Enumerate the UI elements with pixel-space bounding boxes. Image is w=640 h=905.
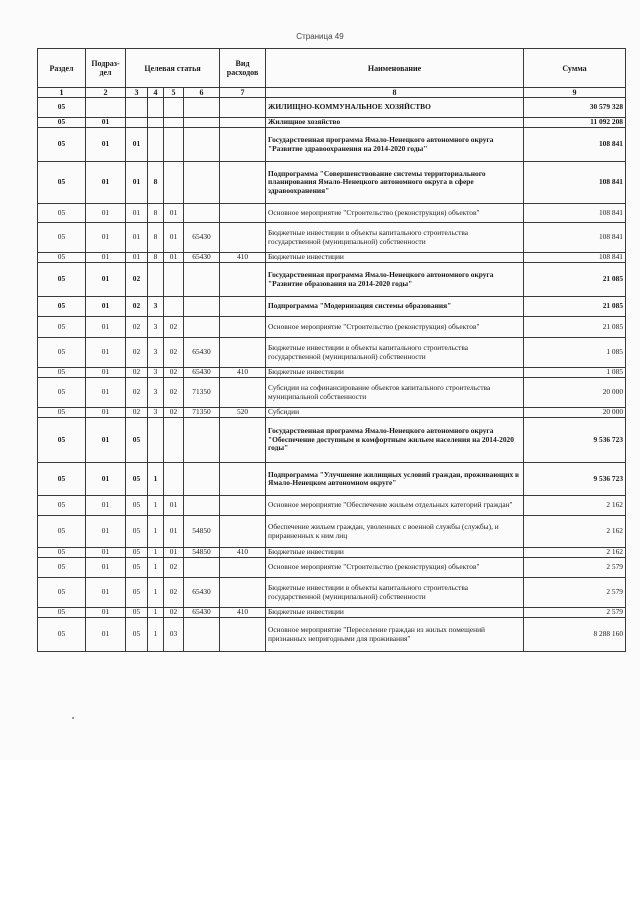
- cell-podrazdel: 01: [86, 338, 126, 368]
- cell-sum: 2 162: [524, 496, 626, 516]
- table-row: [38, 463, 626, 496]
- cell-vid: 410: [220, 608, 266, 618]
- cell-razdel: 05: [38, 558, 86, 578]
- cell-vid: [220, 418, 266, 463]
- table-row: [38, 548, 626, 558]
- cell-razdel: 05: [38, 263, 86, 297]
- cell-cs3: 02: [164, 578, 184, 608]
- col-number: 5: [164, 88, 184, 98]
- table-header-row: [38, 49, 626, 88]
- cell-vid: [220, 162, 266, 204]
- cell-cs1: 02: [126, 317, 148, 338]
- table-row: [38, 578, 626, 608]
- cell-name: Бюджетные инвестиции: [266, 368, 524, 378]
- cell-podrazdel: 01: [86, 297, 126, 317]
- cell-podrazdel: 01: [86, 263, 126, 297]
- cell-sum: 8 288 160: [524, 618, 626, 652]
- cell-podrazdel: 01: [86, 368, 126, 378]
- cell-cs3: 02: [164, 338, 184, 368]
- cell-podrazdel: 01: [86, 418, 126, 463]
- cell-name: Основное мероприятие "Обеспечение жильем отдельных категорий граждан": [266, 496, 524, 516]
- cell-podrazdel: 01: [86, 558, 126, 578]
- cell-name: Государственная программа Ямало-Ненецкого автономного округа "Обеспечение доступным и комфортным жильем населения на 2014-2020 годы": [266, 418, 524, 463]
- cell-cs2: 1: [148, 548, 164, 558]
- scan-speck: [72, 717, 74, 719]
- cell-sum: 9 536 723: [524, 463, 626, 496]
- cell-sum: 2 162: [524, 516, 626, 548]
- cell-name: Основное мероприятие "Строительство (реконструкция) объектов": [266, 317, 524, 338]
- cell-razdel: 05: [38, 368, 86, 378]
- col-number: 7: [220, 88, 266, 98]
- cell-cs1: 02: [126, 378, 148, 408]
- cell-sum: 20 000: [524, 378, 626, 408]
- cell-sum: 108 841: [524, 223, 626, 253]
- cell-cs4: 71350: [184, 378, 220, 408]
- cell-cs1: 05: [126, 618, 148, 652]
- cell-vid: [220, 263, 266, 297]
- cell-cs2: 1: [148, 608, 164, 618]
- table-row: [38, 128, 626, 162]
- cell-cs3: 02: [164, 608, 184, 618]
- cell-podrazdel: 01: [86, 223, 126, 253]
- table-row: [38, 516, 626, 548]
- col-number: 4: [148, 88, 164, 98]
- table-row: [38, 558, 626, 578]
- cell-sum: 21 085: [524, 297, 626, 317]
- cell-vid: [220, 463, 266, 496]
- cell-razdel: 05: [38, 608, 86, 618]
- cell-cs1: [126, 118, 148, 128]
- cell-cs3: 01: [164, 516, 184, 548]
- cell-vid: 410: [220, 548, 266, 558]
- cell-podrazdel: 01: [86, 408, 126, 418]
- cell-cs4: [184, 118, 220, 128]
- cell-cs2: 3: [148, 317, 164, 338]
- cell-cs3: [164, 463, 184, 496]
- header-podrazdel: Подраз-дел: [86, 49, 126, 88]
- cell-cs1: 01: [126, 162, 148, 204]
- cell-vid: [220, 204, 266, 223]
- cell-cs2: 1: [148, 558, 164, 578]
- table-row: [38, 408, 626, 418]
- cell-cs4: 54850: [184, 516, 220, 548]
- cell-cs2: 3: [148, 338, 164, 368]
- cell-cs2: 3: [148, 408, 164, 418]
- cell-cs3: [164, 128, 184, 162]
- cell-podrazdel: 01: [86, 128, 126, 162]
- cell-cs3: 02: [164, 408, 184, 418]
- col-number: 8: [266, 88, 524, 98]
- cell-razdel: 05: [38, 516, 86, 548]
- cell-name: Бюджетные инвестиции в объекты капитального строительства государственной (муниципальной) собственности: [266, 223, 524, 253]
- cell-razdel: 05: [38, 408, 86, 418]
- cell-cs3: [164, 98, 184, 118]
- cell-vid: [220, 98, 266, 118]
- cell-cs1: 01: [126, 253, 148, 263]
- cell-name: Субсидии: [266, 408, 524, 418]
- cell-vid: [220, 578, 266, 608]
- cell-cs1: 01: [126, 223, 148, 253]
- cell-sum: 2 579: [524, 578, 626, 608]
- cell-name: Основное мероприятие "Строительство (реконструкция) объектов": [266, 558, 524, 578]
- table-row: [38, 204, 626, 223]
- cell-cs3: 03: [164, 618, 184, 652]
- cell-name: Бюджетные инвестиции: [266, 608, 524, 618]
- table-row: [38, 418, 626, 463]
- cell-name: Бюджетные инвестиции в объекты капитального строительства государственной (муниципальной) собственности: [266, 578, 524, 608]
- cell-cs1: 05: [126, 608, 148, 618]
- cell-sum: 21 085: [524, 317, 626, 338]
- cell-cs2: 1: [148, 516, 164, 548]
- cell-sum: 20 000: [524, 408, 626, 418]
- table-row: [38, 378, 626, 408]
- table-row: [38, 297, 626, 317]
- cell-cs4: [184, 128, 220, 162]
- cell-name: Подпрограмма "Улучшение жилищных условий граждан, проживающих в Ямало-Ненецком автономном округе": [266, 463, 524, 496]
- cell-cs4: [184, 297, 220, 317]
- cell-cs1: 05: [126, 496, 148, 516]
- cell-razdel: 05: [38, 118, 86, 128]
- cell-cs4: [184, 263, 220, 297]
- cell-vid: [220, 317, 266, 338]
- cell-cs4: 71350: [184, 408, 220, 418]
- cell-vid: 410: [220, 368, 266, 378]
- cell-name: Основное мероприятие "Строительство (реконструкция) объектов": [266, 204, 524, 223]
- cell-podrazdel: 01: [86, 608, 126, 618]
- cell-sum: 2 579: [524, 558, 626, 578]
- cell-sum: 108 841: [524, 204, 626, 223]
- cell-name: Государственная программа Ямало-Ненецкого автономного округа "Развитие образования на 2014-2020 годы": [266, 263, 524, 297]
- cell-cs1: 05: [126, 548, 148, 558]
- cell-cs3: [164, 263, 184, 297]
- cell-cs2: 1: [148, 463, 164, 496]
- cell-vid: [220, 558, 266, 578]
- cell-vid: [220, 618, 266, 652]
- cell-cs3: 01: [164, 496, 184, 516]
- cell-cs3: 02: [164, 317, 184, 338]
- cell-cs2: [148, 418, 164, 463]
- cell-podrazdel: 01: [86, 253, 126, 263]
- cell-cs2: [148, 118, 164, 128]
- header-celevaya-statya: Целевая статья: [126, 49, 220, 88]
- cell-cs2: 8: [148, 204, 164, 223]
- cell-vid: [220, 496, 266, 516]
- cell-cs4: 54850: [184, 548, 220, 558]
- cell-cs3: [164, 118, 184, 128]
- cell-vid: [220, 223, 266, 253]
- cell-cs1: 05: [126, 516, 148, 548]
- cell-razdel: 05: [38, 223, 86, 253]
- cell-sum: 108 841: [524, 128, 626, 162]
- cell-cs3: 02: [164, 368, 184, 378]
- cell-razdel: 05: [38, 317, 86, 338]
- cell-cs3: [164, 162, 184, 204]
- col-number: 9: [524, 88, 626, 98]
- cell-cs4: 65430: [184, 578, 220, 608]
- cell-name: Бюджетные инвестиции в объекты капитального строительства государственной (муниципальной) собственности: [266, 338, 524, 368]
- cell-razdel: 05: [38, 578, 86, 608]
- cell-cs4: [184, 463, 220, 496]
- cell-cs4: 65430: [184, 608, 220, 618]
- cell-name: Субсидии на софинансирование объектов капитального строительства муниципальной собственности: [266, 378, 524, 408]
- cell-sum: 30 579 328: [524, 98, 626, 118]
- cell-cs4: [184, 317, 220, 338]
- cell-razdel: 05: [38, 496, 86, 516]
- cell-podrazdel: 01: [86, 162, 126, 204]
- column-number-row: [38, 88, 626, 98]
- cell-vid: [220, 297, 266, 317]
- header-naimenovanie: Наименование: [266, 49, 524, 88]
- table-row: [38, 618, 626, 652]
- cell-cs4: [184, 558, 220, 578]
- cell-cs4: 65430: [184, 368, 220, 378]
- cell-razdel: 05: [38, 338, 86, 368]
- cell-podrazdel: 01: [86, 317, 126, 338]
- cell-razdel: 05: [38, 618, 86, 652]
- cell-cs2: [148, 128, 164, 162]
- cell-razdel: 05: [38, 98, 86, 118]
- cell-razdel: 05: [38, 463, 86, 496]
- table-row: [38, 98, 626, 118]
- cell-sum: 2 162: [524, 548, 626, 558]
- cell-cs1: 02: [126, 338, 148, 368]
- cell-sum: 11 092 208: [524, 118, 626, 128]
- col-number: 3: [126, 88, 148, 98]
- cell-cs2: [148, 263, 164, 297]
- cell-cs2: 8: [148, 162, 164, 204]
- table-row: [38, 223, 626, 253]
- header-summa: Сумма: [524, 49, 626, 88]
- col-number: 2: [86, 88, 126, 98]
- cell-razdel: 05: [38, 253, 86, 263]
- cell-podrazdel: 01: [86, 118, 126, 128]
- cell-razdel: 05: [38, 204, 86, 223]
- cell-podrazdel: 01: [86, 618, 126, 652]
- cell-name: Бюджетные инвестиции: [266, 548, 524, 558]
- cell-razdel: 05: [38, 297, 86, 317]
- cell-cs2: 1: [148, 618, 164, 652]
- cell-podrazdel: 01: [86, 548, 126, 558]
- cell-cs3: 01: [164, 223, 184, 253]
- page-number: Страница 49: [296, 32, 344, 41]
- cell-name: Подпрограмма "Модернизация системы образования": [266, 297, 524, 317]
- cell-name: Государственная программа Ямало-Ненецкого автономного округа "Развитие здравоохранения на 2014-2020 годы": [266, 128, 524, 162]
- cell-cs1: 01: [126, 128, 148, 162]
- cell-name: ЖИЛИЩНО-КОММУНАЛЬНОЕ ХОЗЯЙСТВО: [266, 98, 524, 118]
- cell-cs2: 3: [148, 297, 164, 317]
- cell-cs4: [184, 496, 220, 516]
- cell-name: Бюджетные инвестиции: [266, 253, 524, 263]
- table-row: [38, 608, 626, 618]
- cell-cs2: 8: [148, 253, 164, 263]
- cell-razdel: 05: [38, 418, 86, 463]
- table-row: [38, 368, 626, 378]
- cell-podrazdel: 01: [86, 578, 126, 608]
- blank-area: [0, 760, 640, 905]
- header-vid-rashodov: Вид расходов: [220, 49, 266, 88]
- cell-cs1: 05: [126, 418, 148, 463]
- budget-table: [37, 48, 626, 652]
- cell-cs1: 01: [126, 204, 148, 223]
- cell-cs1: 02: [126, 297, 148, 317]
- cell-name: Основное мероприятие "Переселение граждан из жилых помещений признанных непригодными для проживания": [266, 618, 524, 652]
- cell-cs1: [126, 98, 148, 118]
- cell-cs3: [164, 297, 184, 317]
- header-razdel: Раздел: [38, 49, 86, 88]
- cell-cs1: 05: [126, 558, 148, 578]
- cell-cs4: 65430: [184, 253, 220, 263]
- cell-vid: 520: [220, 408, 266, 418]
- cell-sum: 108 841: [524, 253, 626, 263]
- cell-sum: 2 579: [524, 608, 626, 618]
- cell-cs4: [184, 618, 220, 652]
- cell-vid: [220, 516, 266, 548]
- cell-name: Обеспечение жильем граждан, уволенных с военной службы (службы), и приравненных к ним лиц: [266, 516, 524, 548]
- cell-sum: 1 085: [524, 338, 626, 368]
- table-row: [38, 118, 626, 128]
- cell-sum: 21 085: [524, 263, 626, 297]
- cell-cs4: 65430: [184, 338, 220, 368]
- cell-sum: 1 085: [524, 368, 626, 378]
- col-number: 1: [38, 88, 86, 98]
- cell-cs1: 05: [126, 578, 148, 608]
- cell-cs1: 02: [126, 263, 148, 297]
- col-number: 6: [184, 88, 220, 98]
- table-row: [38, 263, 626, 297]
- cell-cs1: 02: [126, 368, 148, 378]
- cell-cs4: [184, 162, 220, 204]
- cell-cs2: 1: [148, 578, 164, 608]
- cell-cs1: 02: [126, 408, 148, 418]
- cell-vid: 410: [220, 253, 266, 263]
- cell-sum: 108 841: [524, 162, 626, 204]
- cell-razdel: 05: [38, 162, 86, 204]
- cell-cs1: 05: [126, 463, 148, 496]
- cell-vid: [220, 338, 266, 368]
- cell-cs2: 3: [148, 368, 164, 378]
- cell-name: Жилищное хозяйство: [266, 118, 524, 128]
- cell-vid: [220, 118, 266, 128]
- cell-podrazdel: 01: [86, 463, 126, 496]
- cell-podrazdel: 01: [86, 516, 126, 548]
- cell-razdel: 05: [38, 128, 86, 162]
- cell-cs2: 8: [148, 223, 164, 253]
- cell-cs2: 1: [148, 496, 164, 516]
- cell-cs4: [184, 418, 220, 463]
- cell-cs3: 01: [164, 204, 184, 223]
- table-row: [38, 162, 626, 204]
- cell-cs3: [164, 418, 184, 463]
- cell-cs2: 3: [148, 378, 164, 408]
- cell-vid: [220, 128, 266, 162]
- cell-cs3: 02: [164, 558, 184, 578]
- table-row: [38, 317, 626, 338]
- cell-vid: [220, 378, 266, 408]
- cell-cs3: 01: [164, 253, 184, 263]
- cell-razdel: 05: [38, 548, 86, 558]
- cell-cs3: 01: [164, 548, 184, 558]
- cell-podrazdel: [86, 98, 126, 118]
- table-row: [38, 496, 626, 516]
- cell-cs2: [148, 98, 164, 118]
- cell-cs3: 02: [164, 378, 184, 408]
- cell-cs4: [184, 204, 220, 223]
- table-row: [38, 253, 626, 263]
- cell-podrazdel: 01: [86, 378, 126, 408]
- cell-razdel: 05: [38, 378, 86, 408]
- cell-podrazdel: 01: [86, 496, 126, 516]
- cell-cs4: 65430: [184, 223, 220, 253]
- cell-name: Подпрограмма "Совершенствование системы территориального планирования Ямало-Ненецкого автономного округа в сфере здравоохранения": [266, 162, 524, 204]
- cell-podrazdel: 01: [86, 204, 126, 223]
- cell-cs4: [184, 98, 220, 118]
- cell-sum: 9 536 723: [524, 418, 626, 463]
- table-row: [38, 338, 626, 368]
